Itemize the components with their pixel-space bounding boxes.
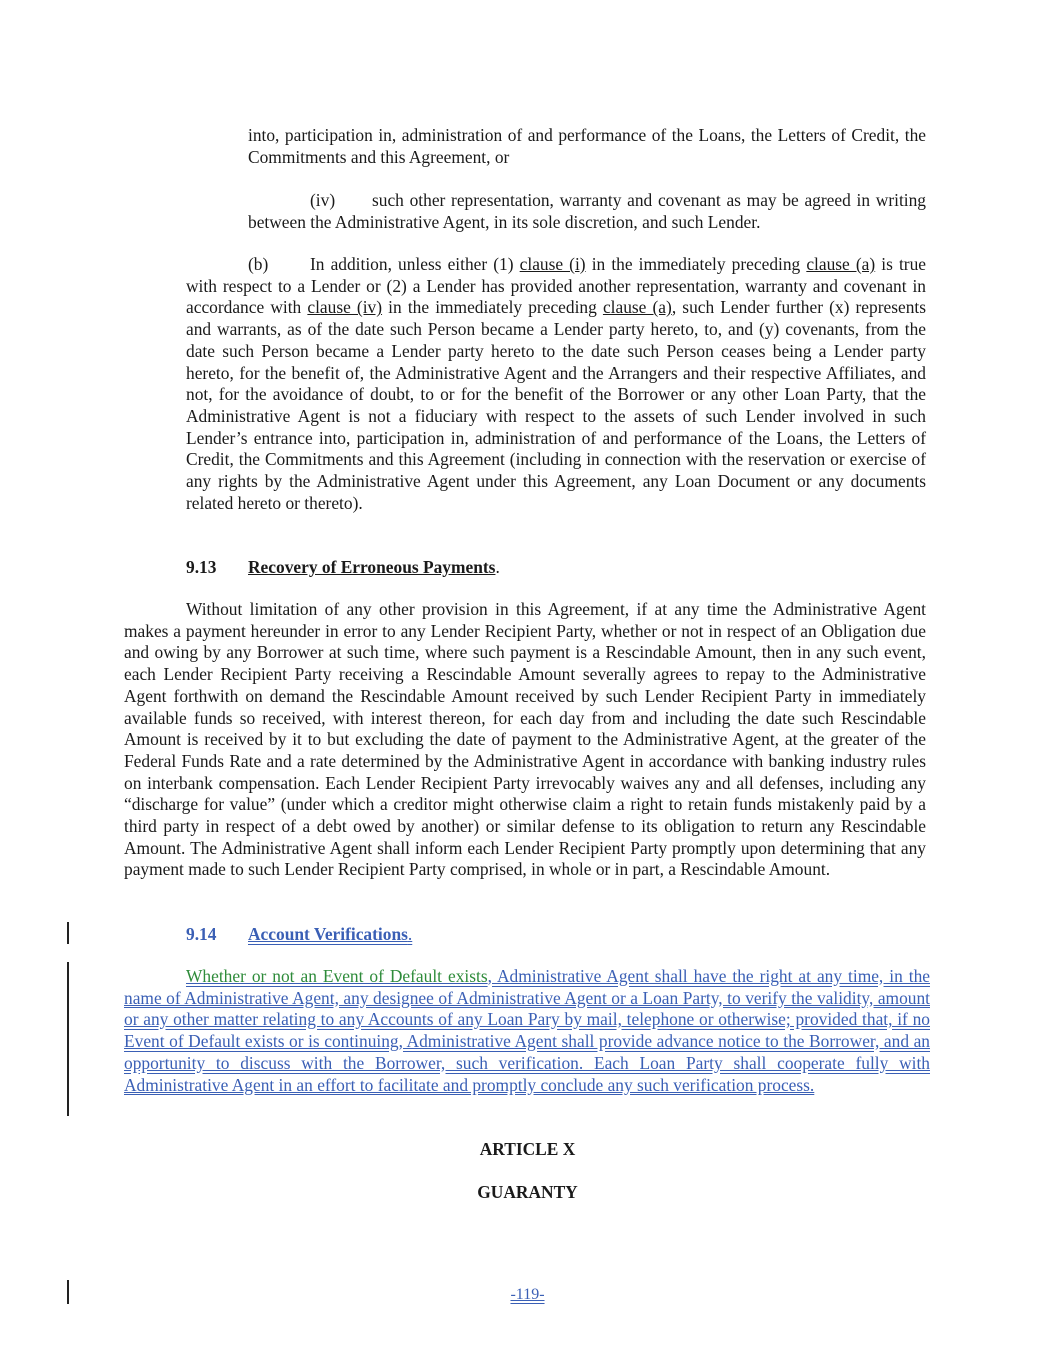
change-bar-914-heading: [67, 922, 69, 944]
section-number: 9.14: [186, 924, 217, 944]
section-title: Account Verifications: [248, 924, 408, 944]
paragraph-clause-b: [186, 254, 926, 514]
clause-b-text-1: In addition, unless either (1): [310, 254, 520, 274]
section-number: 9.13: [186, 557, 217, 577]
paragraph-913-body: Without limitation of any other provision in this Agreement, if at any time the Administrative Agent makes a payment hereunder in error to any Lender Recipient Party, whether or not in respect of an Obligation due and owing by any Borrower at such time, where such payment is a Rescindable Amount, then in any such event, each Lender Recipient Party receiving a Rescindable Amount severally agrees to repay to the Administrative Agent forthwith on demand the Rescindable Amount received by such Lender Recipient Party in immediately available funds so received, with interest thereon, for each day from and including the date such Rescindable Amount is received by it to but excluding the date of payment to the Administrative Agent, at the greater of the Federal Funds Rate and a rate determined by the Administrative Agent in accordance with banking industry rules on interbank compensation. Each Lender Recipient Party irrevocably waives any and all defenses, including any “discharge for value” (under which a creditor might otherwise claim a right to retain funds mistakenly paid by a third party in respect of a debt owed by another) or similar defense to its obligation to return any Rescindable Amount. The Administrative Agent shall inform each Lender Recipient Party promptly upon determining that any payment made to such Lender Recipient Party comprised, in whole or in part, a Rescindable Amount.: [124, 599, 926, 880]
inserted-text-green: Whether or not an Event of Default exists: [186, 966, 488, 986]
cross-ref-clause-iv[interactable]: clause (iv): [307, 297, 383, 318]
inserted-text: , Administrative Agent shall have the right at any time, in the name of Administrative Agent, any designee of Administrative Agent or a Loan Party, to verify the validity, amount or any other matter relating to any Accounts of any Loan Pary by mail, telephone or otherwise; provided that, if no Event of Default exists or is continuing, Administrative Agent shall provide advance notice to the Borrower, and an opportunity to discuss with the Borrower, such verification. Each Loan Party shall cooperate fully with Administrative Agent in an effort to facilitate and promptly conclude any such verification process.: [124, 966, 930, 1095]
cross-ref-clause-i[interactable]: clause (i): [519, 254, 586, 274]
change-bar-914-body: [67, 962, 69, 1116]
clause-label-b: (b): [248, 254, 269, 274]
clause-b-text-4: in the immediately preceding: [382, 297, 603, 318]
section-title: Recovery of Erroneous Payments: [248, 557, 496, 577]
clause-b-text-5: , such Lender further (x) represents and warrants, as of the date such Person became a Lender party hereto, to, and (y) covenants, from the date such Person became a Lender party hereto to the date such Person ceases being a Lender party hereto, for the benefit of, the Administrative Agent and the Arrangers and their respective Affiliates, and not, for the avoidance of doubt, to or for the benefit of the Borrower or any other Loan Party, that the Administrative Agent is not a fiduciary with respect to the assets of such Lender involved in such Lender’s entrance into, participation in, administration of and performance of the Loans, the Letters of Credit, the Commitments and this Agreement (including in connection with the reservation or exercise of any rights by the Administrative Agent under this Agreement, any Loan Document or any documents related hereto or thereto).: [186, 297, 927, 513]
article-number: ARTICLE X: [479, 1139, 576, 1159]
section-title-period: .: [495, 557, 500, 577]
cross-ref-clause-a-2[interactable]: clause (a): [602, 297, 672, 318]
clause-b-text-3: is true with respect to a Lender or (2) a Lender has provided another representation, warranty and covenant in accordance with: [186, 254, 926, 318]
article-title: GUARANTY: [477, 1182, 578, 1202]
paragraph-914-body: [124, 966, 930, 1096]
paragraph-clause-iv: [248, 190, 926, 233]
page-number: -119-: [510, 1286, 545, 1303]
section-title-period: .: [407, 924, 413, 944]
cross-ref-clause-a[interactable]: clause (a): [806, 254, 876, 274]
section-heading-913: [186, 557, 500, 579]
clause-b-text-2: in the immediately preceding: [585, 254, 807, 274]
section-heading-914: [186, 924, 412, 946]
paragraph-continuation: into, participation in, administration of and performance of the Loans, the Letters of Credit, the Commitments and this Agreement, or: [248, 125, 926, 167]
clause-iv-text: such other representation, warranty and covenant as may be agreed in writing between the Administrative Agent, in its sole discretion, and such Lender.: [248, 190, 926, 232]
clause-label-iv: (iv): [310, 190, 336, 210]
